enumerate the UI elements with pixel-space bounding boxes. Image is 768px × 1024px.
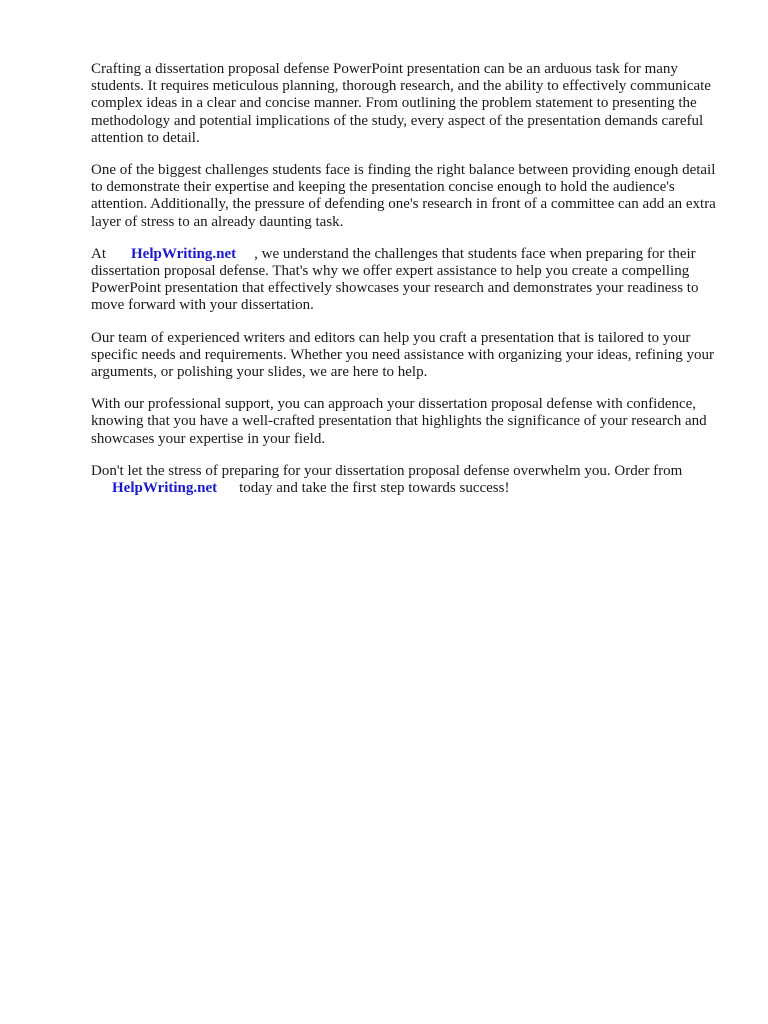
paragraph-challenges: One of the biggest challenges students face is finding the right balance between providing enough detail to demonstrate their expertise and keeping the presentation concise enough to hold the audience's attention. Additionally, the pressure of defending one's research in front of a committee can add an extra layer of stress to an already daunting task. — [91, 162, 716, 230]
paragraph-service — [91, 246, 721, 315]
document-body — [91, 61, 721, 512]
paragraph-service-text: , we understand the challenges that students face when preparing for their dissertation proposal defense. That's why we offer expert assistance to help you create a compelling PowerPoint presentation that effectively showcases your research and demonstrates your readiness to move forward with your dissertation. — [91, 245, 699, 314]
paragraph-team: Our team of experienced writers and editors can help you craft a presentation that is tailored to your specific needs and requirements. Whether you need assistance with organizing your ideas, refining your arguments, or polishing your slides, we are here to help. — [91, 329, 714, 381]
helpwriting-link-cta[interactable]: HelpWriting.net — [112, 480, 218, 497]
paragraph-cta-prefix: Don't let the stress of preparing for your dissertation proposal defense overwhelm you. Order from — [91, 462, 683, 479]
paragraph-intro: Crafting a dissertation proposal defense PowerPoint presentation can be an arduous task for many students. It requires meticulous planning, thorough research, and the ability to effectively communicate complex ideas in a clear and concise manner. From outlining the problem statement to presenting the methodology and potential implications of the study, every aspect of the presentation demands careful attention to detail. — [91, 61, 711, 146]
paragraph-cta-suffix: today and take the first step towards success! — [239, 480, 510, 497]
paragraph-support: With our professional support, you can approach your dissertation proposal defense with confidence, knowing that you have a well-crafted presentation that highlights the significance of your research and showcases your expertise in your field. — [91, 396, 707, 447]
helpwriting-link[interactable]: HelpWriting.net — [131, 245, 237, 262]
paragraph-cta — [91, 463, 721, 497]
paragraph-service-prefix: At — [91, 245, 106, 262]
